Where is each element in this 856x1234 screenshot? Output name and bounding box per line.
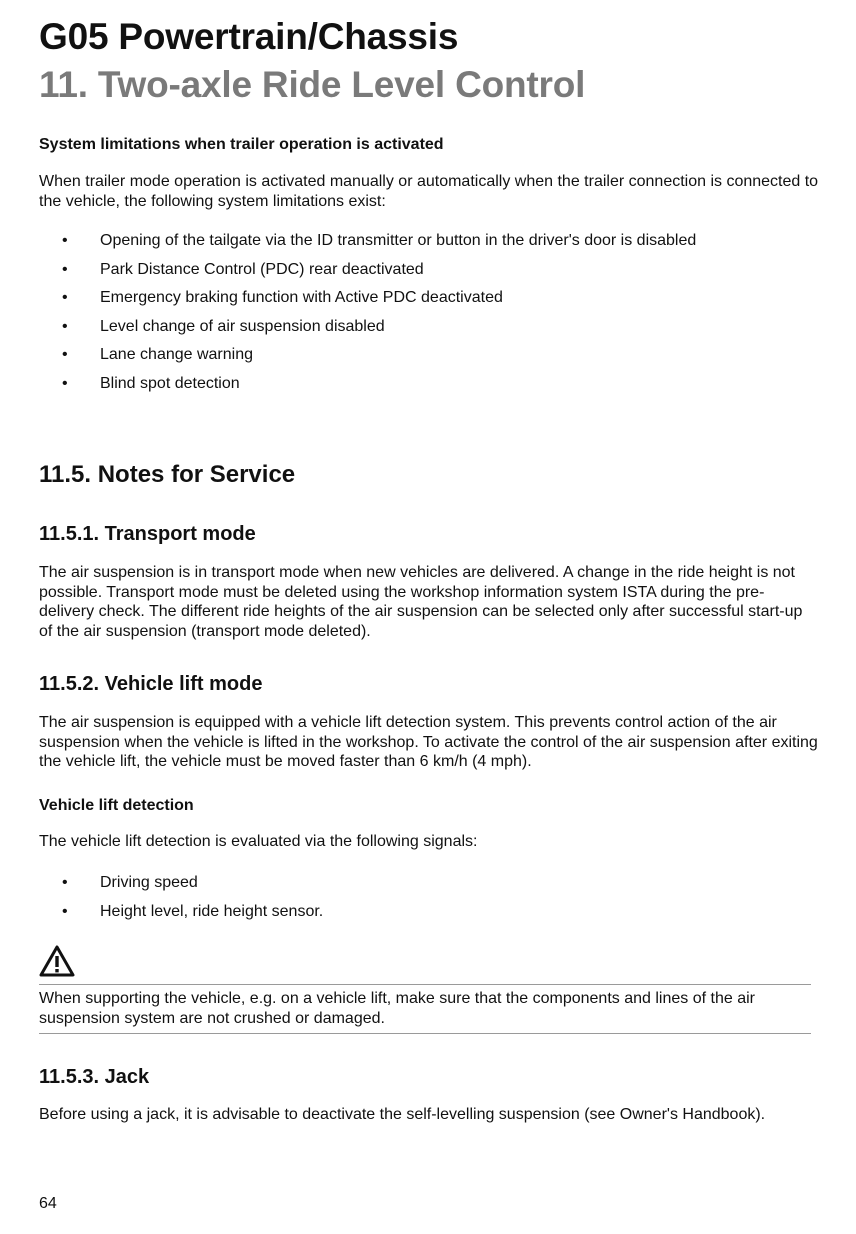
vehicle-lift-paragraph: The air suspension is equipped with a vehicle lift detection system. This prevents control action of the air suspension when the vehicle is lifted in the workshop. To activate the control of the air suspension after exiting the vehicle lift, the vehicle must be moved faster than 6 km/h (4 mph). <box>39 714 818 770</box>
warning-triangle-icon <box>39 944 75 978</box>
trailer-limitations-list <box>39 231 819 403</box>
bullet-icon: • <box>62 317 68 335</box>
list-item: • Park Distance Control (PDC) rear deactivated <box>62 260 424 278</box>
list-item: • Emergency braking function with Active PDC deactivated <box>62 289 503 307</box>
bullet-icon: • <box>62 902 68 920</box>
list-item: • Level change of air suspension disabled <box>62 317 385 335</box>
chapter-title: 11. Two-axle Ride Level Control <box>39 64 586 105</box>
bullet-icon: • <box>62 232 68 249</box>
list-item: • Lane change warning <box>62 346 254 364</box>
transport-mode-heading: 11.5.1. Transport mode <box>39 523 256 545</box>
list-item: • Height level, ride height sensor. <box>62 902 324 920</box>
trailer-limitations-heading: System limitations when trailer operation is activated <box>39 136 444 153</box>
list-item: • Opening of the tailgate via the ID transmitter or button in the driver's door is disabled <box>62 232 697 249</box>
lift-detection-intro: The vehicle lift detection is evaluated via the following signals: <box>39 833 478 850</box>
list-item: • Blind spot detection <box>62 374 240 392</box>
bullet-icon: • <box>62 289 68 307</box>
jack-heading: 11.5.3. Jack <box>39 1066 150 1088</box>
lift-signals-list <box>39 873 819 930</box>
bullet-icon: • <box>62 374 68 392</box>
list-item: • Driving speed <box>62 874 198 891</box>
bullet-icon: • <box>62 874 68 891</box>
jack-paragraph: Before using a jack, it is advisable to deactivate the self-levelling suspension (see Owner's Handbook). <box>39 1106 766 1123</box>
lift-detection-heading: Vehicle lift detection <box>39 797 194 814</box>
service-notes-heading: 11.5. Notes for Service <box>39 461 296 488</box>
warning-top-divider <box>39 984 811 985</box>
page-number: 64 <box>39 1195 57 1212</box>
trailer-intro-paragraph: When trailer mode operation is activated manually or automatically when the trailer connection is connected to the vehicle, the following system limitations exist: <box>39 173 819 210</box>
vehicle-lift-heading: 11.5.2. Vehicle lift mode <box>39 673 263 695</box>
warning-paragraph: When supporting the vehicle, e.g. on a vehicle lift, make sure that the components and lines of the air suspension system are not crushed or damaged. <box>39 990 755 1027</box>
bullet-icon: • <box>62 346 68 364</box>
warning-bottom-divider <box>39 1033 811 1034</box>
bullet-icon: • <box>62 260 68 278</box>
document-title: G05 Powertrain/Chassis <box>39 16 459 57</box>
transport-mode-paragraph: The air suspension is in transport mode when new vehicles are delivered. A change in the ride height is not possible. Transport mode must be deleted using the workshop information system ISTA during the pre-delivery check. The different ride heights of the air suspension can be selected only after successful start-up of the air suspension (transport mode deleted). <box>39 564 803 640</box>
